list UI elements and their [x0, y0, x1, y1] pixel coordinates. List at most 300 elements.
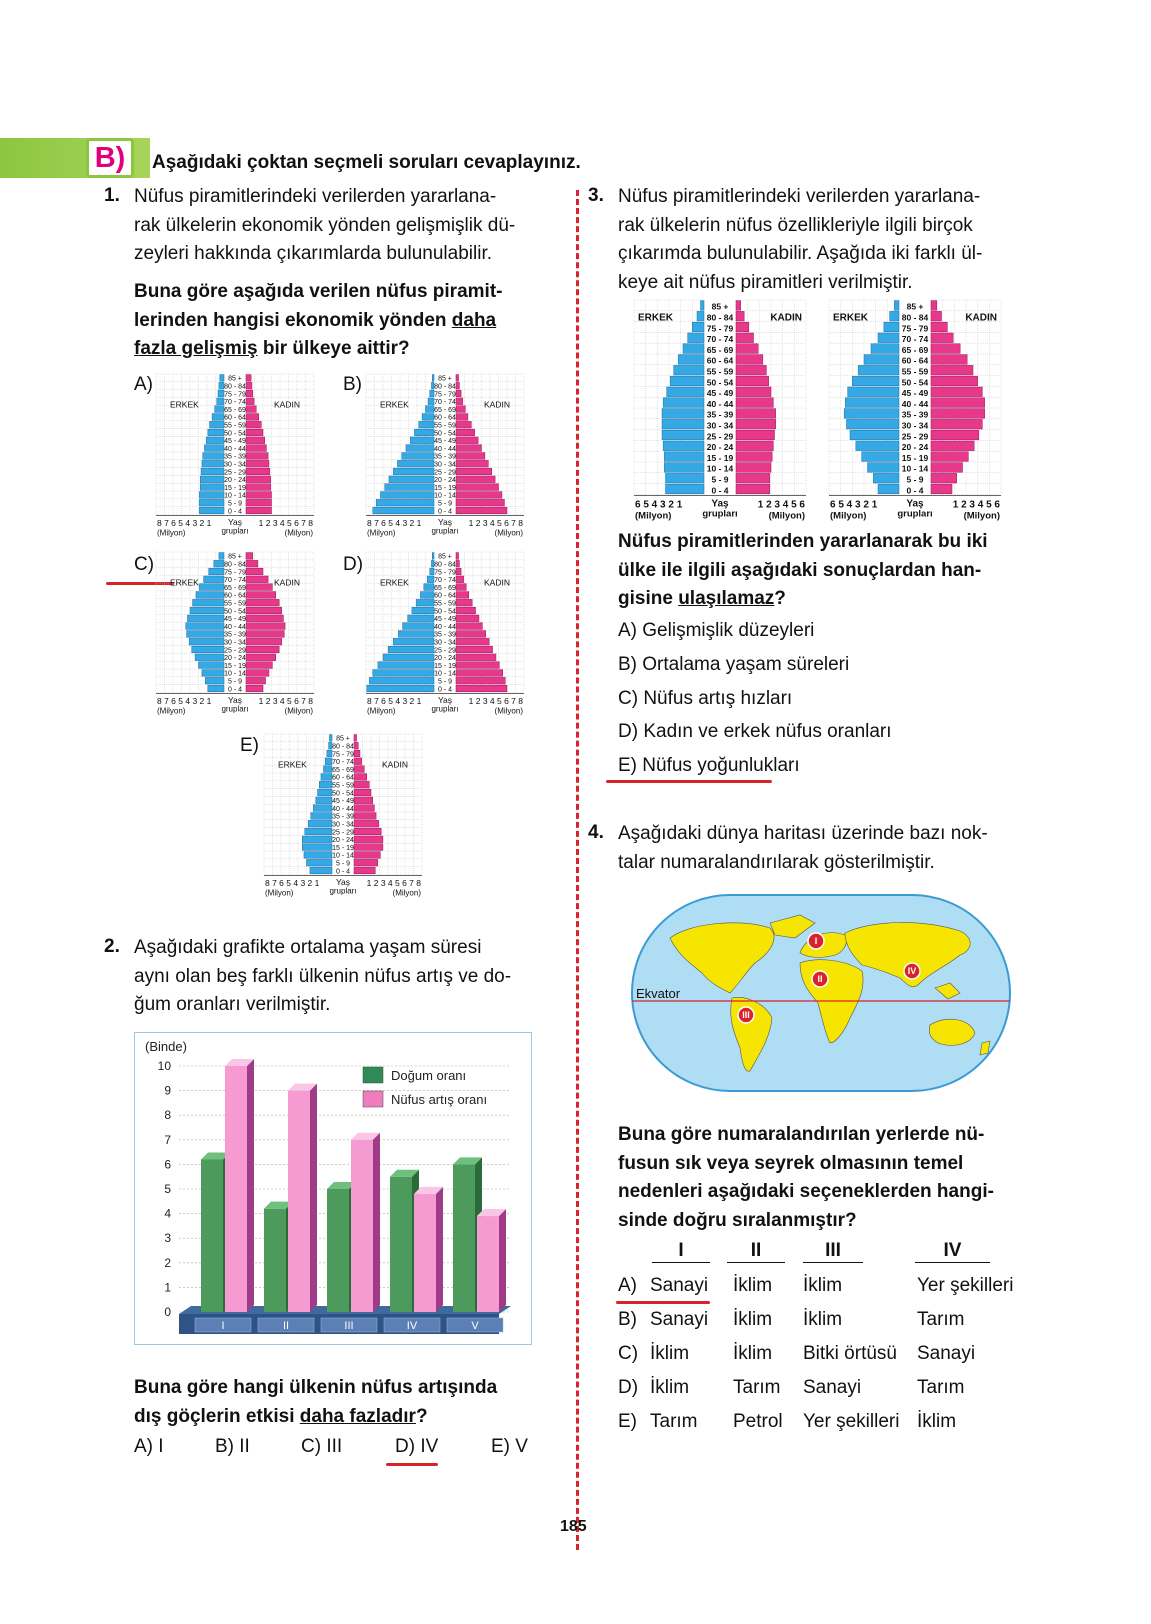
pyramid-country-1 [630, 296, 810, 524]
age-label: 65 - 69 [224, 584, 246, 592]
text-span: bir ülkeye aittir? [257, 338, 410, 359]
pyramid-d [362, 550, 528, 728]
age-label: 80 - 84 [901, 312, 929, 323]
female-bar [456, 390, 461, 397]
female-bar [354, 859, 378, 866]
milyon-label: (Milyon) [830, 510, 867, 522]
age-label: 85 + [336, 735, 350, 743]
female-bar [246, 553, 253, 560]
age-label: 15 - 19 [901, 452, 929, 463]
male-bar [187, 615, 224, 622]
pyramid-c [152, 550, 318, 728]
question-4-prompt [618, 1121, 1016, 1235]
female-bar [246, 421, 261, 428]
question-number: 3. [588, 185, 604, 206]
axis-ticks-right: 1 2 3 4 5 6 7 8 [258, 695, 313, 706]
female-bar [456, 406, 465, 413]
male-bar [393, 638, 434, 645]
female-label: KADIN [274, 399, 300, 410]
table-cell: Tarım [733, 1377, 781, 1398]
axis-ticks-left: 8 7 6 5 4 3 2 1 [157, 517, 212, 528]
age-label: 25 - 29 [224, 469, 246, 477]
age-label: 50 - 54 [224, 608, 246, 616]
female-bar [736, 484, 770, 494]
male-bar [199, 584, 224, 591]
axis-ticks-left: 6 5 4 3 2 1 [830, 499, 878, 511]
milyon-label: (Milyon) [284, 528, 313, 538]
male-label: ERKEK [278, 759, 307, 770]
male-bar [426, 406, 435, 413]
table-cell: İklim [917, 1411, 957, 1432]
male-bar [199, 499, 224, 506]
female-bar [456, 576, 464, 583]
male-bar [864, 355, 899, 365]
male-bar [697, 311, 704, 321]
male-bar [419, 421, 434, 428]
age-label: 55 - 59 [706, 366, 734, 377]
text-span: ? [415, 1405, 428, 1427]
text-line: nedenleri aşağıdaki seçeneklerden hangi- [618, 1181, 994, 1202]
text-span: gisine [618, 588, 679, 609]
female-bar [931, 398, 985, 408]
female-bar [246, 654, 276, 661]
age-label: 80 - 84 [434, 383, 456, 391]
male-bar [325, 758, 332, 765]
female-bar [354, 758, 362, 765]
male-bar [192, 646, 224, 653]
age-label: 5 - 9 [906, 474, 924, 485]
age-label: 30 - 34 [332, 821, 354, 829]
female-bar [456, 453, 485, 460]
birth-rate-bar [327, 1189, 349, 1312]
age-label: 70 - 74 [434, 577, 456, 585]
growth-rate-bar-side [247, 1059, 254, 1312]
text-span: dış göçlerin etkisi [134, 1405, 300, 1427]
male-bar [186, 623, 224, 630]
male-bar [302, 844, 332, 851]
birth-rate-bar [201, 1159, 223, 1312]
age-label: 75 - 79 [901, 323, 929, 334]
female-bar [736, 473, 770, 483]
age-label: 50 - 54 [434, 430, 456, 438]
female-bar [246, 638, 282, 645]
female-bar [456, 607, 476, 614]
male-bar [199, 507, 224, 514]
age-label: 45 - 49 [224, 438, 246, 446]
x-tick-label: V [471, 1320, 479, 1332]
age-label: 25 - 29 [332, 829, 354, 837]
male-bar [316, 797, 332, 804]
male-bar [321, 774, 332, 781]
male-bar [205, 677, 224, 684]
underlined-text: ulaşılamaz [678, 588, 775, 609]
female-bar [246, 677, 266, 684]
y-tick-label: 4 [164, 1206, 171, 1221]
q2-option-c[interactable]: C) III [301, 1436, 343, 1457]
text-line: aynı olan beş farklı ülkenin nüfus artış ve do- [134, 965, 512, 987]
female-bar [456, 375, 459, 382]
female-bar [456, 476, 495, 483]
text-line [618, 585, 1016, 614]
gruplari-label: grupları [702, 508, 738, 520]
male-bar [432, 553, 434, 560]
question-number: 1. [104, 185, 120, 206]
male-bar [393, 468, 434, 475]
yas-label: Yaş [437, 694, 453, 705]
male-bar [367, 685, 434, 692]
male-bar [189, 638, 224, 645]
yas-label: Yaş [437, 516, 453, 527]
age-label: 60 - 64 [706, 355, 734, 366]
table-header: III [803, 1240, 863, 1263]
map-marker-label: II [817, 974, 823, 984]
male-bar [408, 615, 434, 622]
age-label: 25 - 29 [434, 647, 456, 655]
male-bar [852, 376, 899, 386]
q3-option-c[interactable]: C) Nüfus artış hızları [618, 688, 793, 709]
female-bar [736, 419, 776, 429]
growth-rate-bar [414, 1194, 436, 1312]
male-bar [873, 473, 899, 483]
table-cell: İklim [733, 1309, 773, 1330]
female-bar [736, 365, 766, 375]
y-tick-label: 0 [164, 1305, 171, 1319]
axis-ticks-right: 1 2 3 4 5 6 [757, 499, 805, 511]
age-label: 65 - 69 [434, 406, 456, 414]
female-bar [246, 584, 272, 591]
y-tick-label: 9 [164, 1083, 171, 1098]
q2-option-a[interactable]: A) I [134, 1436, 164, 1457]
y-tick-label: 8 [164, 1108, 171, 1123]
male-bar [670, 376, 704, 386]
age-label: 30 - 34 [434, 639, 456, 647]
male-bar [432, 375, 434, 382]
text-line: Nüfus piramitlerinden yararlanarak bu iki [618, 531, 988, 552]
male-bar [201, 468, 224, 475]
age-label: 0 - 4 [437, 508, 453, 516]
age-label: 5 - 9 [711, 474, 729, 485]
female-bar [456, 654, 496, 661]
male-bar [674, 365, 704, 375]
male-bar [389, 476, 434, 483]
male-bar [398, 631, 434, 638]
growth-rate-bar-side [373, 1133, 380, 1312]
age-label: 60 - 64 [434, 592, 456, 600]
female-bar [456, 398, 463, 405]
milyon-label: (Milyon) [392, 888, 421, 898]
age-label: 85 + [906, 301, 924, 312]
age-label: 70 - 74 [434, 399, 456, 407]
age-label: 30 - 34 [224, 461, 246, 469]
table-header: IV [915, 1240, 990, 1263]
female-bar [354, 789, 371, 796]
female-bar [456, 414, 468, 421]
male-label: ERKEK [380, 399, 409, 410]
male-bar [428, 398, 434, 405]
male-bar [416, 599, 434, 606]
yas-label: Yaş [335, 876, 351, 887]
female-bar [246, 599, 279, 606]
table-cell: Tarım [917, 1309, 965, 1330]
male-bar [844, 409, 899, 419]
male-bar [662, 430, 704, 440]
table-cell: Yer şekilleri [917, 1275, 1014, 1296]
male-bar [414, 429, 434, 436]
male-bar [848, 387, 899, 397]
age-label: 15 - 19 [224, 662, 246, 670]
female-bar [931, 355, 967, 365]
q2-option-b[interactable]: B) II [215, 1436, 250, 1457]
axis-ticks-right: 1 2 3 4 5 6 7 8 [468, 695, 523, 706]
male-bar [666, 473, 705, 483]
female-bar [246, 670, 269, 677]
table-cell: İklim [803, 1309, 843, 1330]
growth-rate-bar [477, 1216, 499, 1312]
male-bar [305, 828, 332, 835]
age-label: 70 - 74 [332, 759, 354, 767]
female-bar [354, 750, 360, 757]
section-title: Aşağıdaki çoktan seçmeli soruları cevaplayınız. [152, 152, 581, 173]
female-bar [736, 409, 776, 419]
male-bar [868, 463, 900, 473]
bar-chart [134, 1032, 532, 1345]
male-bar [204, 576, 224, 583]
age-label: 70 - 74 [224, 399, 246, 407]
male-bar [319, 781, 332, 788]
age-label: 55 - 59 [224, 422, 246, 430]
male-bar [403, 623, 434, 630]
text-line: zeyleri hakkında çıkarımlarda bulunulabilir. [134, 243, 493, 264]
age-label: 20 - 24 [332, 837, 354, 845]
male-bar [664, 452, 704, 462]
male-label: ERKEK [170, 399, 199, 410]
female-bar [736, 355, 763, 365]
map-marker-label: III [742, 1010, 750, 1020]
male-bar [204, 445, 224, 452]
age-label: 55 - 59 [224, 600, 246, 608]
milyon-label: (Milyon) [284, 706, 313, 716]
male-bar [406, 445, 434, 452]
text-line: rak ülkelerin nüfus özellikleriyle ilgili birçok [618, 214, 973, 236]
age-label: 5 - 9 [227, 678, 243, 686]
male-bar [884, 322, 899, 332]
q2-option-d[interactable]: D) IV [395, 1436, 439, 1457]
q3-option-d[interactable]: D) Kadın ve erkek nüfus oranları [618, 721, 892, 742]
pyramid-b [362, 372, 528, 550]
female-bar [246, 623, 285, 630]
q3-option-a[interactable]: A) Gelişmişlik düzeyleri [618, 620, 815, 641]
female-bar [354, 852, 380, 859]
age-label: 15 - 19 [434, 662, 456, 670]
male-bar [208, 685, 224, 692]
age-label: 55 - 59 [434, 422, 456, 430]
gruplari-label: grupları [221, 526, 249, 536]
age-label: 35 - 39 [224, 453, 246, 461]
answer-mark [386, 1463, 438, 1466]
female-bar [354, 820, 379, 827]
male-bar [199, 492, 224, 499]
male-label: ERKEK [638, 312, 674, 324]
male-bar [878, 484, 899, 494]
table-cell: İklim [650, 1377, 690, 1398]
female-bar [931, 322, 947, 332]
female-bar [456, 662, 499, 669]
male-bar [894, 301, 899, 311]
table-cell: Yer şekilleri [803, 1411, 900, 1432]
female-bar [736, 398, 773, 408]
female-bar [931, 430, 979, 440]
growth-rate-bar [288, 1091, 310, 1312]
male-bar [688, 333, 704, 343]
age-label: 10 - 14 [224, 492, 246, 500]
y-axis-label: (Binde) [145, 1039, 187, 1054]
female-bar [456, 615, 479, 622]
female-label: KADIN [274, 577, 300, 588]
female-bar [246, 445, 266, 452]
female-bar [456, 429, 475, 436]
table-cell: İklim [733, 1275, 773, 1296]
male-bar [208, 429, 224, 436]
female-bar [736, 430, 775, 440]
female-bar [246, 492, 272, 499]
female-bar [456, 677, 505, 684]
milyon-label: (Milyon) [157, 706, 186, 716]
text-line: Buna göre aşağıda verilen nüfus piramit- [134, 281, 503, 302]
table-cell: İklim [803, 1275, 843, 1296]
female-bar [456, 507, 507, 514]
age-label: 15 - 19 [434, 484, 456, 492]
table-cell: Bitki örtüsü [803, 1343, 897, 1364]
age-label: 55 - 59 [434, 600, 456, 608]
female-bar [246, 499, 272, 506]
text-span: ? [774, 588, 786, 609]
text-line [134, 307, 534, 336]
male-bar [878, 333, 899, 343]
age-label: 40 - 44 [224, 623, 246, 631]
text-line: keye ait nüfus piramitleri verilmiştir. [618, 271, 913, 293]
male-bar [663, 398, 704, 408]
q3-option-e[interactable]: E) Nüfus yoğunlukları [618, 755, 800, 776]
female-bar [931, 376, 978, 386]
male-bar [662, 409, 704, 419]
male-bar [193, 599, 224, 606]
age-label: 40 - 44 [224, 445, 246, 453]
male-bar [209, 568, 224, 575]
pyramid-a [152, 372, 318, 550]
y-tick-label: 10 [157, 1059, 171, 1073]
age-label: 20 - 24 [434, 477, 456, 485]
female-bar [246, 592, 276, 599]
age-label: 85 + [228, 553, 242, 561]
female-bar [246, 460, 269, 467]
age-label: 5 - 9 [227, 500, 243, 508]
yas-label: Yaş [711, 498, 729, 510]
female-bar [246, 429, 263, 436]
age-label: 20 - 24 [224, 655, 246, 663]
age-label: 20 - 24 [224, 477, 246, 485]
male-bar [383, 654, 434, 661]
age-label: 35 - 39 [332, 813, 354, 821]
option-c-label: C) [134, 554, 155, 575]
text-line: sinde doğru sıralanmıştır? [618, 1209, 857, 1231]
male-bar [424, 584, 434, 591]
male-bar [200, 476, 224, 483]
age-label: 40 - 44 [706, 398, 734, 409]
x-tick-label: III [344, 1320, 354, 1332]
age-label: 70 - 74 [901, 334, 929, 345]
female-bar [456, 631, 486, 638]
male-bar [304, 852, 332, 859]
question-number: 4. [588, 822, 604, 843]
text-line [134, 1403, 534, 1432]
female-bar [931, 473, 957, 483]
q2-option-e[interactable]: E) V [491, 1436, 528, 1457]
question-number: 2. [104, 936, 120, 957]
age-label: 40 - 44 [901, 398, 929, 409]
birth-rate-bar [390, 1177, 412, 1312]
growth-rate-bar-side [436, 1187, 443, 1312]
male-bar [214, 560, 224, 567]
female-bar [246, 484, 271, 491]
question-text [134, 934, 534, 1020]
q3-option-b[interactable]: B) Ortalama yaşam süreleri [618, 654, 850, 675]
male-bar [376, 499, 434, 506]
male-bar [692, 322, 704, 332]
legend-swatch-birth [363, 1067, 383, 1083]
female-bar [931, 344, 960, 354]
female-bar [456, 445, 482, 452]
female-bar [246, 685, 263, 692]
female-bar [456, 560, 459, 567]
age-label: 10 - 14 [434, 670, 456, 678]
x-tick-label: I [221, 1320, 225, 1332]
male-bar [420, 592, 434, 599]
male-bar [373, 507, 434, 514]
milyon-label: (Milyon) [265, 888, 294, 898]
age-label: 75 - 79 [224, 391, 246, 399]
age-label: 80 - 84 [332, 743, 354, 751]
female-bar [456, 670, 503, 677]
age-label: 15 - 19 [332, 844, 354, 852]
male-bar [664, 463, 704, 473]
age-label: 10 - 14 [224, 670, 246, 678]
legend-swatch-growth [363, 1091, 383, 1107]
age-label: 10 - 14 [706, 463, 734, 474]
age-label: 70 - 74 [224, 577, 246, 585]
question-prompt [134, 278, 534, 364]
underlined-text: daha [451, 309, 497, 331]
age-label: 65 - 69 [901, 344, 929, 355]
female-bar [736, 452, 772, 462]
map-marker-label: I [814, 936, 818, 946]
female-bar [246, 414, 259, 421]
age-label: 5 - 9 [437, 500, 453, 508]
age-label: 20 - 24 [434, 655, 456, 663]
female-bar [931, 419, 982, 429]
age-label: 45 - 49 [434, 616, 456, 624]
chart-svg [135, 1033, 531, 1344]
option-d-label: D) [343, 554, 364, 575]
female-bar [354, 774, 367, 781]
female-bar [354, 797, 373, 804]
age-label: 45 - 49 [332, 798, 354, 806]
male-bar [410, 437, 434, 444]
male-bar [369, 677, 434, 684]
male-label: ERKEK [833, 312, 869, 324]
age-label: 50 - 54 [224, 430, 246, 438]
female-bar [736, 301, 741, 311]
male-bar [187, 631, 224, 638]
